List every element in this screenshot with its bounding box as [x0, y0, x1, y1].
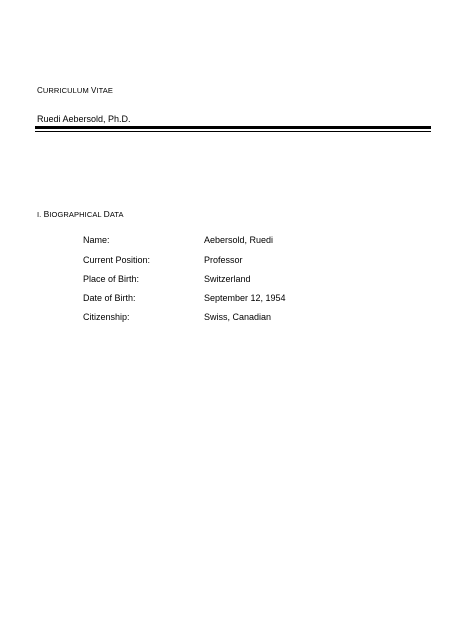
header-rule-thin — [35, 131, 431, 132]
heading-initial-v: V — [90, 86, 97, 95]
bio-value: Swiss, Canadian — [204, 312, 272, 322]
section-initial-b: B — [43, 209, 50, 219]
section-rest-ata: ATA — [109, 210, 124, 219]
section-numeral: I. — [37, 210, 42, 219]
bio-label: Date of Birth: — [83, 293, 136, 303]
section-initial-d: D — [103, 209, 110, 219]
heading-initial-c: C — [37, 86, 43, 95]
curriculum-vitae-heading — [37, 86, 113, 95]
heading-rest-itae: ITAE — [96, 86, 113, 95]
bio-label: Citizenship: — [83, 312, 130, 322]
section-rest-iographical: IOGRAPHICAL — [49, 210, 102, 219]
section-heading-biographical-data — [37, 209, 124, 219]
bio-value: Professor — [204, 255, 243, 265]
bio-label: Current Position: — [83, 255, 151, 265]
bio-value: Switzerland — [204, 274, 251, 284]
heading-rest-urriculum: URRICULUM — [42, 86, 89, 95]
bio-label: Place of Birth: — [83, 274, 140, 284]
header-rule-thick — [35, 126, 431, 129]
bio-value: September 12, 1954 — [204, 293, 286, 303]
bio-label: Name: — [83, 235, 110, 245]
author-name-line: Ruedi Aebersold, Ph.D. — [37, 114, 131, 124]
bio-value: Aebersold, Ruedi — [204, 235, 274, 245]
